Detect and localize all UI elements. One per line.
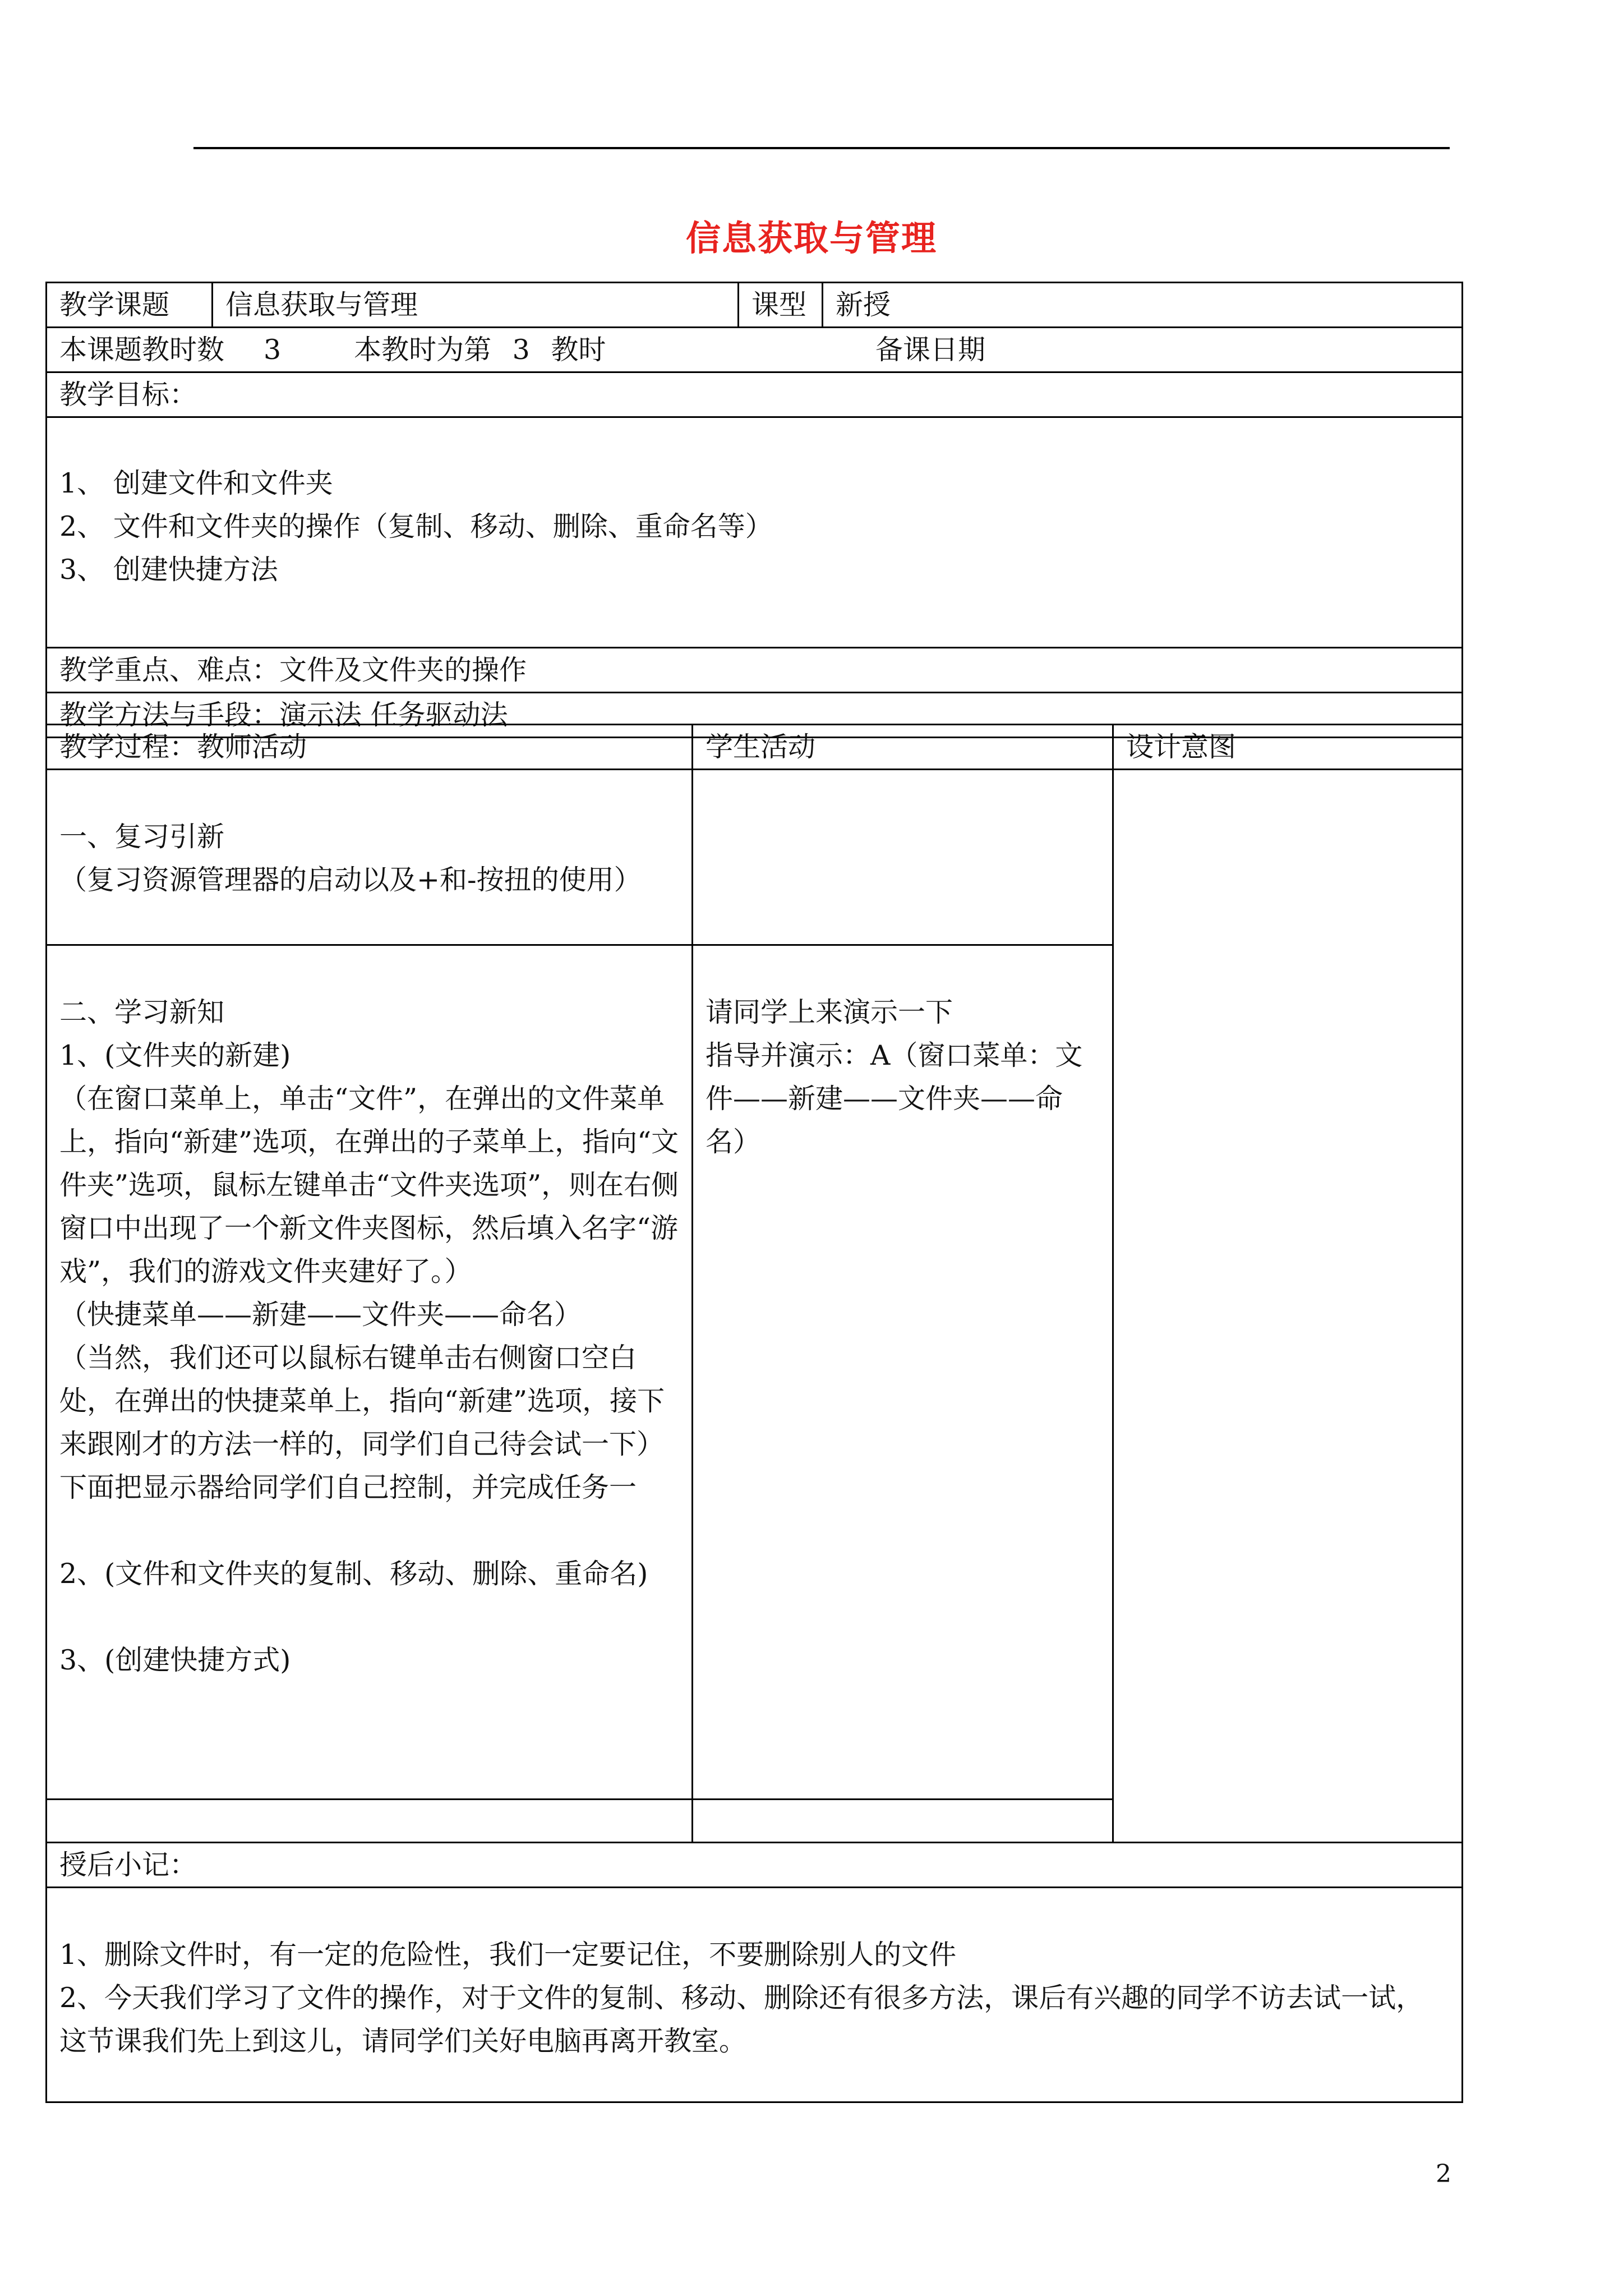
design-intent-header: 设计意图 <box>1113 725 1463 770</box>
notes-row <box>47 1888 1463 2102</box>
empty-cell <box>47 1800 693 1843</box>
type-label: 课型 <box>739 283 823 328</box>
topic-value: 信息获取与管理 <box>213 283 739 328</box>
student-text: 指导并演示：A（窗口菜单：文件——新建——文件夹——命名） <box>706 1039 1083 1158</box>
goals-row <box>47 417 1463 648</box>
spacer <box>59 1595 679 1639</box>
section1-teacher <box>47 770 693 945</box>
section1-row <box>47 770 1463 945</box>
note-item: 1、删除文件时，有一定的危险性，我们一定要记住，不要删除别人的文件 <box>59 1939 957 1971</box>
topic-label: 教学课题 <box>47 283 213 328</box>
section1-student <box>693 770 1113 945</box>
prep-date-label: 备课日期 <box>875 334 985 366</box>
design-intent-cell <box>1113 770 1463 1843</box>
total-periods-value: 3 <box>264 334 282 366</box>
goal-item: 1、 创建文件和文件夹 <box>59 467 333 499</box>
section2-text: （当然，我们还可以鼠标右键单击右侧窗口空白处，在弹出的快捷菜单上，指向“新建”选项，接下来跟刚才的方法一样的，同学们自己待会试一下） <box>59 1342 665 1460</box>
section2-item: 1、(文件夹的新建) <box>59 1039 291 1071</box>
key-points-row <box>47 648 1463 693</box>
goals-cell <box>47 417 1463 648</box>
section1-heading: 一、复习引新 <box>59 821 225 853</box>
section2-heading: 二、学习新知 <box>59 996 225 1028</box>
header-rule <box>193 147 1450 149</box>
process-header-row <box>47 725 1463 770</box>
period-row <box>47 328 1463 372</box>
spacer <box>59 1509 679 1552</box>
goals-label-row <box>47 372 1463 417</box>
section2-student <box>693 945 1113 1800</box>
section2-item: 3、(创建快捷方式) <box>59 1644 291 1676</box>
current-period-value: 3 <box>512 334 530 366</box>
section2-text: （快捷菜单——新建——文件夹——命名） <box>59 1299 582 1331</box>
notes-label-row <box>47 1843 1463 1888</box>
page-number: 2 <box>1436 2160 1451 2188</box>
empty-cell <box>693 1800 1113 1843</box>
goals-label: 教学目标： <box>47 372 1463 417</box>
goal-item: 2、 文件和文件夹的操作（复制、移动、删除、重命名等） <box>59 510 773 542</box>
notes-label: 授后小记： <box>47 1843 1463 1888</box>
section2-item: 2、(文件和文件夹的复制、移动、删除、重命名) <box>59 1558 648 1590</box>
student-activity-header: 学生活动 <box>693 725 1113 770</box>
lesson-plan-table <box>45 282 1463 738</box>
note-item: 2、今天我们学习了文件的操作，对于文件的复制、移动、删除还有很多方法，课后有兴趣的同学不访去试一试，这节课我们先上到这儿，请同学们关好电脑再离开教室。 <box>59 1982 1424 2057</box>
process-table <box>45 724 1463 2103</box>
student-text: 请同学上来演示一下 <box>706 996 953 1028</box>
goal-item: 3、 创建快捷方法 <box>59 554 278 586</box>
section1-text: （复习资源管理器的启动以及+和-按扭的使用） <box>59 864 642 896</box>
topic-row <box>47 283 1463 328</box>
teacher-activity-header: 教学过程：教师活动 <box>47 725 693 770</box>
teaching-methods: 教学方法与手段：演示法 任务驱动法 <box>47 693 1463 738</box>
type-value: 新授 <box>823 283 1463 328</box>
document-title: 信息获取与管理 <box>685 218 937 259</box>
key-points: 教学重点、难点：文件及文件夹的操作 <box>47 648 1463 693</box>
current-period-unit: 教时 <box>551 334 606 366</box>
section2-text: 下面把显示器给同学们自己控制，并完成任务一 <box>59 1471 637 1503</box>
section2-text: （在窗口菜单上，单击“文件”，在弹出的文件菜单上，指向“新建”选项，在弹出的子菜单上，指向“文件夹”选项，鼠标左键单击“文件夹选项”，则在右侧窗口中出现了一个新文件夹图标，然后填入名字“游戏”，我们的游戏文件夹建好了。） <box>59 1083 679 1287</box>
section2-teacher <box>47 945 693 1800</box>
total-periods-label: 本课题教时数 <box>59 334 225 366</box>
period-cell <box>47 328 1463 372</box>
current-period-label: 本教时为第 <box>354 334 492 366</box>
notes-cell <box>47 1888 1463 2102</box>
